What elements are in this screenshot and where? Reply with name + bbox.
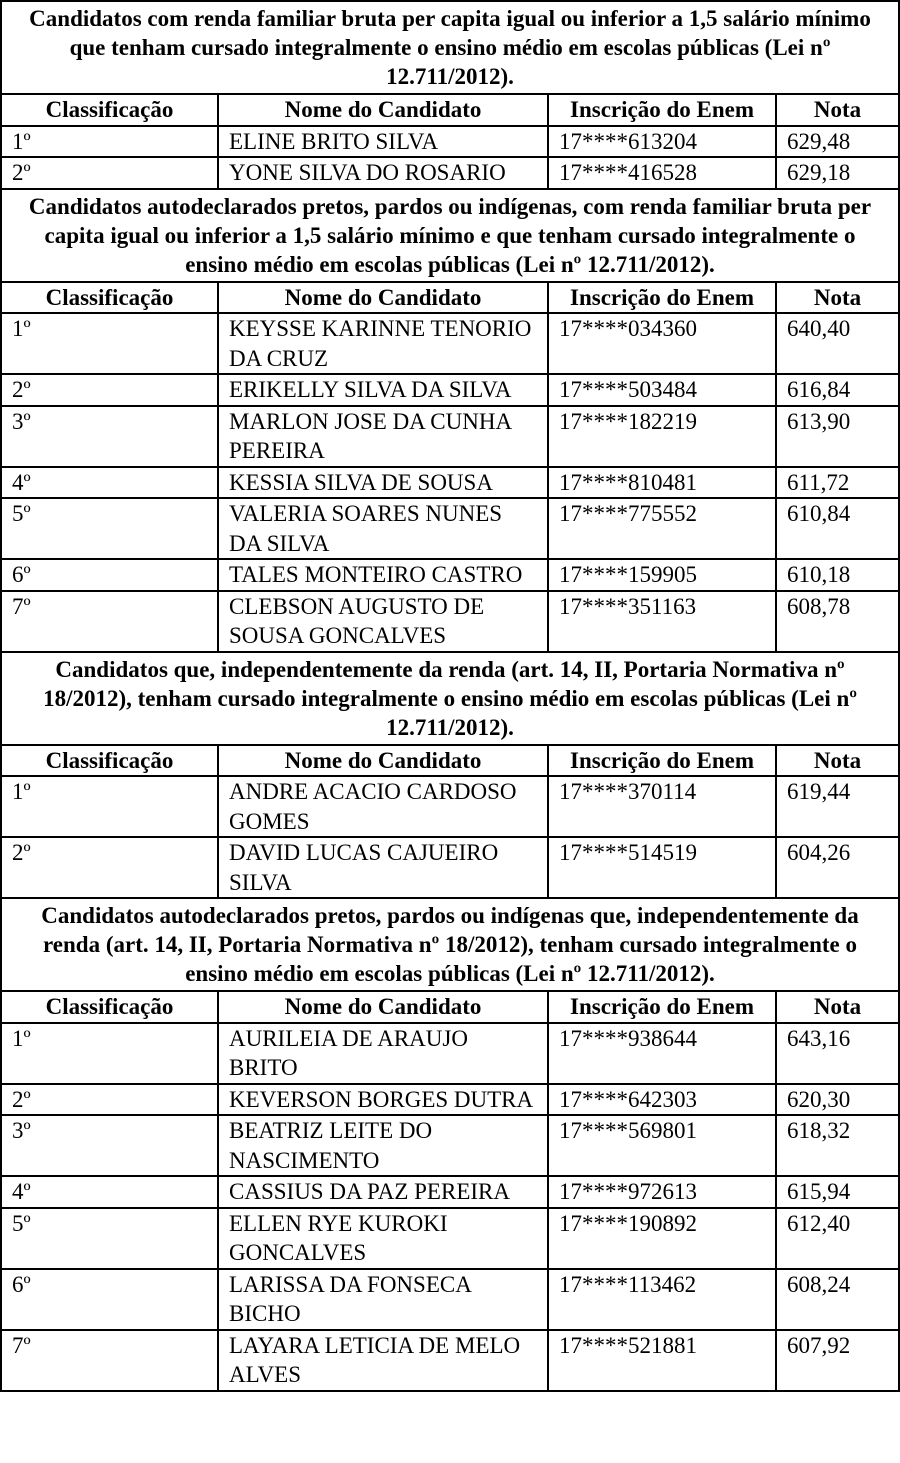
- cell-score: 608,78: [776, 591, 898, 651]
- cell-rank: 6º: [2, 1269, 218, 1330]
- header-name: Nome do Candidato: [218, 992, 548, 1023]
- table-header-row: [2, 95, 898, 126]
- cell-enem-registration: 17****182219: [548, 406, 776, 467]
- header-score: Nota: [776, 283, 898, 314]
- cell-candidate-name: ERIKELLY SILVA DA SILVA: [218, 374, 548, 406]
- cell-enem-registration: 17****190892: [548, 1208, 776, 1269]
- section-title: Candidatos com renda familiar bruta per capita igual ou inferior a 1,5 salário mínimo que tenham cursado integralmente o ensino médio em escolas públicas (Lei nº 12.711/2012).: [2, 2, 898, 95]
- cell-score: 620,30: [776, 1084, 898, 1116]
- table-row: [2, 1023, 898, 1084]
- cell-candidate-name: KEYSSE KARINNE TENORIO DA CRUZ: [218, 313, 548, 374]
- cell-candidate-name: ELINE BRITO SILVA: [218, 126, 548, 158]
- cell-candidate-name: KESSIA SILVA DE SOUSA: [218, 467, 548, 499]
- cell-candidate-name: ANDRE ACACIO CARDOSO GOMES: [218, 776, 548, 837]
- ranking-table: [2, 992, 898, 1390]
- cell-score: 608,24: [776, 1269, 898, 1330]
- cell-rank: 4º: [2, 1176, 218, 1208]
- cell-rank: 7º: [2, 591, 218, 651]
- cell-candidate-name: AURILEIA DE ARAUJO BRITO: [218, 1023, 548, 1084]
- table-row: [2, 1115, 898, 1176]
- header-enem: Inscrição do Enem: [548, 283, 776, 314]
- cell-enem-registration: 17****351163: [548, 591, 776, 651]
- table-row: [2, 591, 898, 651]
- cell-candidate-name: KEVERSON BORGES DUTRA: [218, 1084, 548, 1116]
- cell-enem-registration: 17****159905: [548, 559, 776, 591]
- cell-score: 611,72: [776, 467, 898, 499]
- cell-score: 640,40: [787, 316, 851, 341]
- cell-score: 610,18: [776, 559, 898, 591]
- ranking-table: [2, 95, 898, 188]
- header-name: Nome do Candidato: [218, 283, 548, 314]
- quota-section: [2, 899, 898, 1392]
- cell-enem-registration: 17****569801: [548, 1115, 776, 1176]
- section-title: Candidatos autodeclarados pretos, pardos ou indígenas que, independentemente da renda (art. 14, II, Portaria Normativa nº 18/2012), tenham cursado integralmente o ensino médio em escolas públicas (Lei nº 12.711/2012).: [2, 899, 898, 992]
- table-row: [2, 467, 898, 499]
- table-row: [2, 1208, 898, 1269]
- cell-candidate-name: YONE SILVA DO ROSARIO: [218, 157, 548, 188]
- cell-enem-registration: 17****370114: [548, 776, 776, 837]
- header-rank: Classificação: [2, 283, 218, 314]
- cell-enem-registration: 17****810481: [548, 467, 776, 499]
- table-header-row: [2, 992, 898, 1023]
- cell-score: 612,40: [776, 1208, 898, 1269]
- cell-candidate-name: TALES MONTEIRO CASTRO: [218, 559, 548, 591]
- header-score: Nota: [776, 746, 898, 777]
- cell-rank: 7º: [2, 1330, 218, 1390]
- table-row: [2, 559, 898, 591]
- header-enem: Inscrição do Enem: [548, 992, 776, 1023]
- cell-rank: 1º: [2, 313, 218, 374]
- cell-candidate-name: DAVID LUCAS CAJUEIRO SILVA: [218, 837, 548, 897]
- cell-score: 629,18: [776, 157, 898, 188]
- cell-rank: 2º: [2, 837, 218, 897]
- section-title: Candidatos que, independentemente da renda (art. 14, II, Portaria Normativa nº 18/2012), tenham cursado integralmente o ensino médio em escolas públicas (Lei nº 12.711/2012).: [2, 653, 898, 746]
- cell-candidate-name: CASSIUS DA PAZ PEREIRA: [218, 1176, 548, 1208]
- table-row: [2, 374, 898, 406]
- header-enem: Inscrição do Enem: [548, 746, 776, 777]
- quota-section: [2, 2, 898, 190]
- section-title: Candidatos autodeclarados pretos, pardos ou indígenas, com renda familiar bruta per capita igual ou inferior a 1,5 salário mínimo e que tenham cursado integralmente o ensino médio em escolas públicas (Lei nº 12.711/2012).: [2, 190, 898, 283]
- header-rank: Classificação: [2, 95, 218, 126]
- table-row: [2, 1269, 898, 1330]
- table-header-row: [2, 283, 898, 314]
- cell-enem-registration: 17****416528: [548, 157, 776, 188]
- cell-enem-registration: 17****521881: [548, 1330, 776, 1390]
- cell-rank: 1º: [2, 126, 218, 158]
- header-rank: Classificação: [2, 746, 218, 777]
- header-enem: Inscrição do Enem: [548, 95, 776, 126]
- table-row: [2, 776, 898, 837]
- header-score: Nota: [776, 95, 898, 126]
- table-row: [2, 313, 898, 374]
- cell-rank: 2º: [2, 374, 218, 406]
- cell-candidate-name: BEATRIZ LEITE DO NASCIMENTO: [218, 1115, 548, 1176]
- cell-candidate-name: VALERIA SOARES NUNES DA SILVA: [218, 498, 548, 559]
- header-name: Nome do Candidato: [218, 746, 548, 777]
- cell-rank: 2º: [2, 157, 218, 188]
- cell-candidate-name: ELLEN RYE KUROKI GONCALVES: [218, 1208, 548, 1269]
- table-row: [2, 157, 898, 188]
- cell-score: 629,48: [787, 128, 851, 154]
- table-row: [2, 1084, 898, 1116]
- header-score: Nota: [776, 992, 898, 1023]
- table-row: [2, 126, 898, 158]
- table-row: [2, 1330, 898, 1390]
- cell-rank: 5º: [2, 498, 218, 559]
- cell-rank: 5º: [2, 1208, 218, 1269]
- header-rank: Classificação: [2, 992, 218, 1023]
- table-row: [2, 498, 898, 559]
- cell-rank: 2º: [2, 1084, 218, 1116]
- cell-candidate-name: LAYARA LETICIA DE MELO ALVES: [218, 1330, 548, 1390]
- cell-score: 610,84: [776, 498, 898, 559]
- cell-enem-registration: 17****642303: [548, 1084, 776, 1116]
- table-row: [2, 837, 898, 897]
- quota-section: [2, 653, 898, 900]
- cell-enem-registration: 17****972613: [548, 1176, 776, 1208]
- cell-enem-registration: 17****514519: [548, 837, 776, 897]
- cell-score: 616,84: [776, 374, 898, 406]
- cell-rank: 3º: [2, 406, 218, 467]
- cell-enem-registration: 17****938644: [548, 1023, 776, 1084]
- cell-rank: 4º: [2, 467, 218, 499]
- cell-rank: 1º: [2, 776, 218, 837]
- ranking-table: [2, 746, 898, 898]
- cell-score: 618,32: [776, 1115, 898, 1176]
- cell-score: 604,26: [776, 837, 898, 897]
- cell-score: 613,90: [776, 406, 898, 467]
- cell-rank: 3º: [2, 1115, 218, 1176]
- cell-score: 619,44: [787, 779, 851, 804]
- cell-score: 615,94: [776, 1176, 898, 1208]
- cell-score: 643,16: [787, 1025, 851, 1051]
- cell-candidate-name: MARLON JOSE DA CUNHA PEREIRA: [218, 406, 548, 467]
- ranking-table: [2, 283, 898, 651]
- cell-candidate-name: CLEBSON AUGUSTO DE SOUSA GONCALVES: [218, 591, 548, 651]
- header-name: Nome do Candidato: [218, 95, 548, 126]
- cell-score: 607,92: [776, 1330, 898, 1390]
- cell-enem-registration: 17****503484: [548, 374, 776, 406]
- cell-enem-registration: 17****613204: [548, 126, 776, 158]
- cell-rank: 6º: [2, 559, 218, 591]
- table-header-row: [2, 746, 898, 777]
- cell-candidate-name: LARISSA DA FONSECA BICHO: [218, 1269, 548, 1330]
- cell-enem-registration: 17****775552: [548, 498, 776, 559]
- cell-enem-registration: 17****034360: [548, 313, 776, 374]
- quota-section: [2, 190, 898, 653]
- cell-enem-registration: 17****113462: [548, 1269, 776, 1330]
- table-row: [2, 406, 898, 467]
- table-row: [2, 1176, 898, 1208]
- cell-rank: 1º: [2, 1023, 218, 1084]
